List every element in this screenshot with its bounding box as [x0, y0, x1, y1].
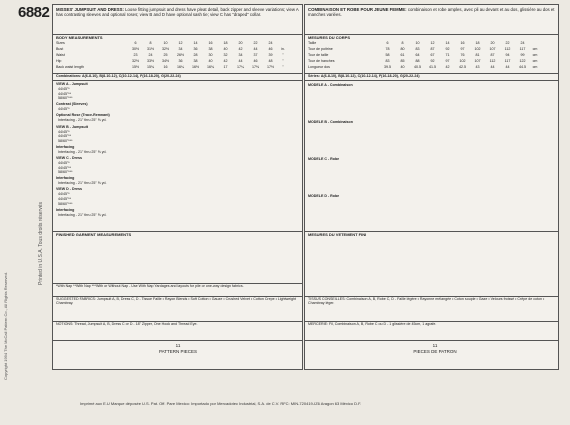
value-cell: 18 [475, 41, 480, 45]
value-cell: 10 [415, 41, 420, 45]
body-row [128, 59, 288, 63]
value-cell: 43 [475, 65, 480, 69]
value-cell: 40.5 [414, 65, 421, 69]
unit-cell: cm [532, 47, 538, 51]
value-cell: 112 [504, 47, 511, 51]
left-desc: Loose fitting jumpsuit and dress have pleat detail, back zipper and sleeve variations; view A has contrasting sleeves and optional roses; view B and D have optional sash tie; view C has "draped" collar. [56, 7, 299, 17]
value-cell: 44 [490, 65, 495, 69]
mesure-row-label: Longueur dos [308, 65, 330, 69]
value-cell: 28 [193, 53, 198, 57]
mesures-header: MESURES DU CORPS [308, 35, 351, 40]
size-cell: 10 [163, 41, 168, 45]
value-cell: 44 [253, 47, 258, 51]
value-cell: 37 [253, 53, 258, 57]
size-row [128, 41, 278, 45]
value-cell: 15¾ [147, 65, 154, 69]
value-cell: 41.5 [429, 65, 436, 69]
value-cell: 48 [268, 59, 273, 63]
value-cell: 83 [415, 47, 420, 51]
value-cell: 6 [386, 41, 389, 45]
value-cell: 16½ [192, 65, 199, 69]
value-cell: 94 [505, 53, 510, 57]
value-cell: 81 [475, 53, 480, 57]
side-copyright-text: Copyright 1994 The McCall Pattern Co., All Rights Reserved. [3, 272, 8, 380]
value-cell: 78 [385, 47, 390, 51]
value-cell: 24 [520, 41, 525, 45]
value-cell: 46 [253, 59, 258, 63]
mesure-row [380, 47, 540, 51]
value-cell: 34½ [162, 59, 169, 63]
view-row: 58/60"*** [58, 170, 73, 175]
unit-cell: " [282, 59, 284, 63]
value-cell: 26½ [177, 53, 184, 57]
value-cell: 31½ [147, 47, 154, 51]
sizes-label: Sizes [56, 41, 65, 45]
mesure-row-label: Tour de hanches [308, 59, 335, 63]
value-cell: 44 [238, 59, 243, 63]
pattern-number: 6882 [18, 4, 50, 21]
value-cell: 15½ [132, 65, 139, 69]
value-cell: 38 [193, 59, 198, 63]
value-cell: 34 [238, 53, 243, 57]
value-cell: 40 [400, 65, 405, 69]
view-row: 44/45"* [58, 129, 70, 134]
value-cell: 42 [223, 59, 228, 63]
value-cell: 46 [268, 47, 273, 51]
mesure-row-label: Taille [308, 41, 317, 45]
value-cell: 80 [400, 47, 405, 51]
pieces-de-patron-count: 11 PIECES DE PATRON [413, 343, 457, 354]
body-row-label: Waist [56, 53, 65, 57]
size-cell: 8 [149, 41, 152, 45]
value-cell: 97 [460, 47, 465, 51]
mesure-row [380, 65, 540, 69]
value-cell: 16¾ [207, 65, 214, 69]
suggested-fabrics: SUGGESTED FABRICS: Jumpsuit A, B, Dress C, D - Tissue Faille • Rayon Blends • Soft Cotton • Gauze • Crushed Velvet • Cotton Crepe • Lightweight Chambray. [56, 297, 297, 306]
view-row: 44/45"** [58, 165, 72, 170]
right-desc: combinaison et robe amples, avec pli au devant et au dos, glissière au dos et manches variées. [308, 7, 555, 17]
value-cell: 88 [415, 59, 420, 63]
value-cell: 17¼ [237, 65, 244, 69]
value-cell: 16¼ [177, 65, 184, 69]
view-row: 44/45"** [58, 134, 72, 139]
value-cell: 32½ [132, 59, 139, 63]
size-cell: 16 [208, 41, 213, 45]
view-row: 44/45"* [58, 160, 70, 165]
view-row: Interfacing - 21" thru 25" ⅝ yd. [58, 181, 107, 186]
value-cell: 34 [178, 47, 183, 51]
value-cell: 32½ [162, 47, 169, 51]
value-cell: 92 [430, 59, 435, 63]
unit-cell: cm [532, 59, 538, 63]
body-row [128, 53, 288, 57]
view-row: Interfacing - 21" thru 25" ⅝ yd. [58, 149, 107, 154]
value-cell: 99 [520, 53, 525, 57]
value-cell: 36 [193, 47, 198, 51]
combinations-text: Combinations: A(6-8-10), B(8-10-12), C(10-12-14), F(16-18-20), G(20-22-24) [56, 74, 181, 78]
unit-cell: " [282, 65, 284, 69]
value-cell: 30 [208, 53, 213, 57]
value-cell: 25 [163, 53, 168, 57]
view-header: VIEW B - Jumpsuit [56, 124, 88, 129]
view-header: Interfacing [56, 207, 75, 212]
body-measurements-header: BODY MEASUREMENTS [56, 35, 103, 40]
size-cell: 12 [178, 41, 183, 45]
body-row [128, 65, 288, 69]
left-title: MISSES' JUMPSUIT AND DRESS: [56, 7, 124, 12]
size-cell: 6 [134, 41, 137, 45]
value-cell: 42 [238, 47, 243, 51]
bottom-legal-line: Imprimé aux E.U Marque déposée U.S. Pat. Off. Pare Mexico: Importado por Mercadotec Industrial, S.A. de C.V. RFC: MIN-720419-IZ6 Aragon 63 México D.F. [80, 401, 362, 406]
body-row [128, 47, 288, 51]
value-cell: 42 [445, 65, 450, 69]
body-row-label: Back waist length [56, 65, 84, 69]
view-header: Optional Rose (Trace-Remnant) [56, 113, 110, 118]
value-cell: 30½ [132, 47, 139, 51]
value-cell: 14 [445, 41, 450, 45]
side-printed-text: Printed in U.S.A. Tous droits réservés [38, 202, 44, 285]
modele-header: MODELE D - Robe [308, 194, 340, 198]
value-cell: 32 [223, 53, 228, 57]
view-row: 58/60"*** [58, 201, 73, 206]
series-text: Séries: A(6-8-10), B(8-10-12), C(10-12-14), F(16-18-20), G(20-22-24) [308, 74, 420, 78]
mesures-fini-header: MESURES DU VETEMENT FINI [308, 232, 367, 237]
value-cell: 122 [519, 59, 526, 63]
value-cell: 71 [445, 53, 450, 57]
english-panel [52, 4, 303, 370]
value-cell: 64 [415, 53, 420, 57]
value-cell: 87 [490, 53, 495, 57]
value-cell: 40 [223, 47, 228, 51]
size-cell: 24 [268, 41, 273, 45]
mesure-row-label: Tour de taille [308, 53, 329, 57]
value-cell: 107 [489, 47, 496, 51]
value-cell: 107 [474, 59, 481, 63]
value-cell: 58 [385, 53, 390, 57]
finished-measurements-header: FINISHED GARMENT MEASUREMENTS [56, 232, 132, 237]
view-row: 44/45"* [58, 192, 70, 197]
view-header: Interfacing [56, 176, 75, 181]
french-panel [304, 4, 559, 370]
size-cell: 20 [238, 41, 243, 45]
value-cell: 22 [505, 41, 510, 45]
value-cell: 112 [489, 59, 496, 63]
mesure-row-label: Tour de poitrine [308, 47, 333, 51]
view-row: 44/45"** [58, 91, 72, 96]
value-cell: 12 [430, 41, 435, 45]
right-title: COMBINAISON ET ROBE POUR JEUNE FEMME: [308, 7, 407, 12]
value-cell: 40 [208, 59, 213, 63]
value-cell: 44 [505, 65, 510, 69]
left-description [56, 7, 300, 17]
value-cell: 61 [400, 53, 405, 57]
value-cell: 44.5 [519, 65, 526, 69]
value-cell: 117 [504, 59, 511, 63]
value-cell: 42.5 [459, 65, 466, 69]
value-cell: 97 [445, 59, 450, 63]
value-cell: 117 [519, 47, 526, 51]
right-description [308, 7, 556, 17]
view-header: VIEW C - Dress [56, 155, 82, 160]
view-row: 58/60"*** [58, 138, 73, 143]
modele-header: MODELE C - Robe [308, 157, 340, 161]
tissus-conseilles: TISSUS CONSEILLES: Combinaison A, B, Robe C, D - Faille légère • Rayonne mélangée • Coton souple • Gaze • Velours froissé • Crêpe de coton • Chambray léger. [308, 297, 545, 306]
value-cell: 16 [460, 41, 465, 45]
body-row-label: Bust [56, 47, 64, 51]
value-cell: 16 [163, 65, 168, 69]
size-cell: 14 [193, 41, 198, 45]
value-cell: 24 [148, 53, 153, 57]
body-row-label: Hip [56, 59, 62, 63]
value-cell: 17⅜ [252, 65, 259, 69]
value-cell: 102 [474, 47, 481, 51]
view-row: Interfacing - 21" thru 25" ⅝ yd. [58, 212, 107, 217]
view-header: Interfacing [56, 144, 75, 149]
nap-note: *With Nap **With Nap ***With or Without Nap - Use With Nap Yardages and layouts for pile or one-way design fabrics. [56, 284, 244, 288]
size-cell: 22 [253, 41, 258, 45]
mesure-row [380, 53, 540, 57]
view-row: 44/45"** [58, 196, 72, 201]
unit-cell: cm [532, 65, 538, 69]
value-cell: 20 [490, 41, 495, 45]
mercerie-text: MERCERIE: Fil, Combinaison A, B, Robe C ou D - 1 glissière de 45cm, 1 agrafe. [308, 322, 437, 326]
value-cell: 17 [223, 65, 228, 69]
view-row: 44/45"* [58, 87, 70, 91]
unit-cell: " [282, 53, 284, 57]
view-header: VIEW D - Dress [56, 187, 82, 192]
modele-header: MODELE A - Combinaison [308, 83, 353, 87]
notions-text: NOTIONS: Thread, Jumpsuit A, B, Dress C or D - 18" Zipper, One Hook and Thread Eye. [56, 322, 198, 326]
value-cell: 39.5 [384, 65, 391, 69]
value-cell: 92 [445, 47, 450, 51]
unit-cell: cm [532, 53, 538, 57]
view-header: Contrast (Sleeves) [56, 102, 88, 107]
view-row: 44/45"* [58, 107, 70, 112]
mesure-row [380, 59, 540, 63]
value-cell: 39 [268, 53, 273, 57]
value-cell: 8 [401, 41, 404, 45]
pattern-pieces-count: 11 PATTERN PIECES [158, 343, 198, 354]
value-cell: 67 [430, 53, 435, 57]
view-header: VIEW A - Jumpsuit [56, 82, 88, 86]
value-cell: 36 [178, 59, 183, 63]
value-cell: 85 [400, 59, 405, 63]
mesure-row [380, 41, 530, 45]
value-cell: 38 [208, 47, 213, 51]
value-cell: 83 [385, 59, 390, 63]
view-row: Interfacing - 21" thru 25" ⅝ yd. [58, 118, 107, 123]
value-cell: 102 [459, 59, 466, 63]
value-cell: 87 [430, 47, 435, 51]
unit-cell: in. [281, 47, 285, 51]
view-row: 58/60"*** [58, 96, 73, 101]
value-cell: 33½ [147, 59, 154, 63]
value-cell: 17½ [267, 65, 274, 69]
value-cell: 23 [133, 53, 138, 57]
modele-header: MODELE B - Combinaison [308, 120, 353, 124]
size-cell: 18 [223, 41, 228, 45]
value-cell: 76 [460, 53, 465, 57]
